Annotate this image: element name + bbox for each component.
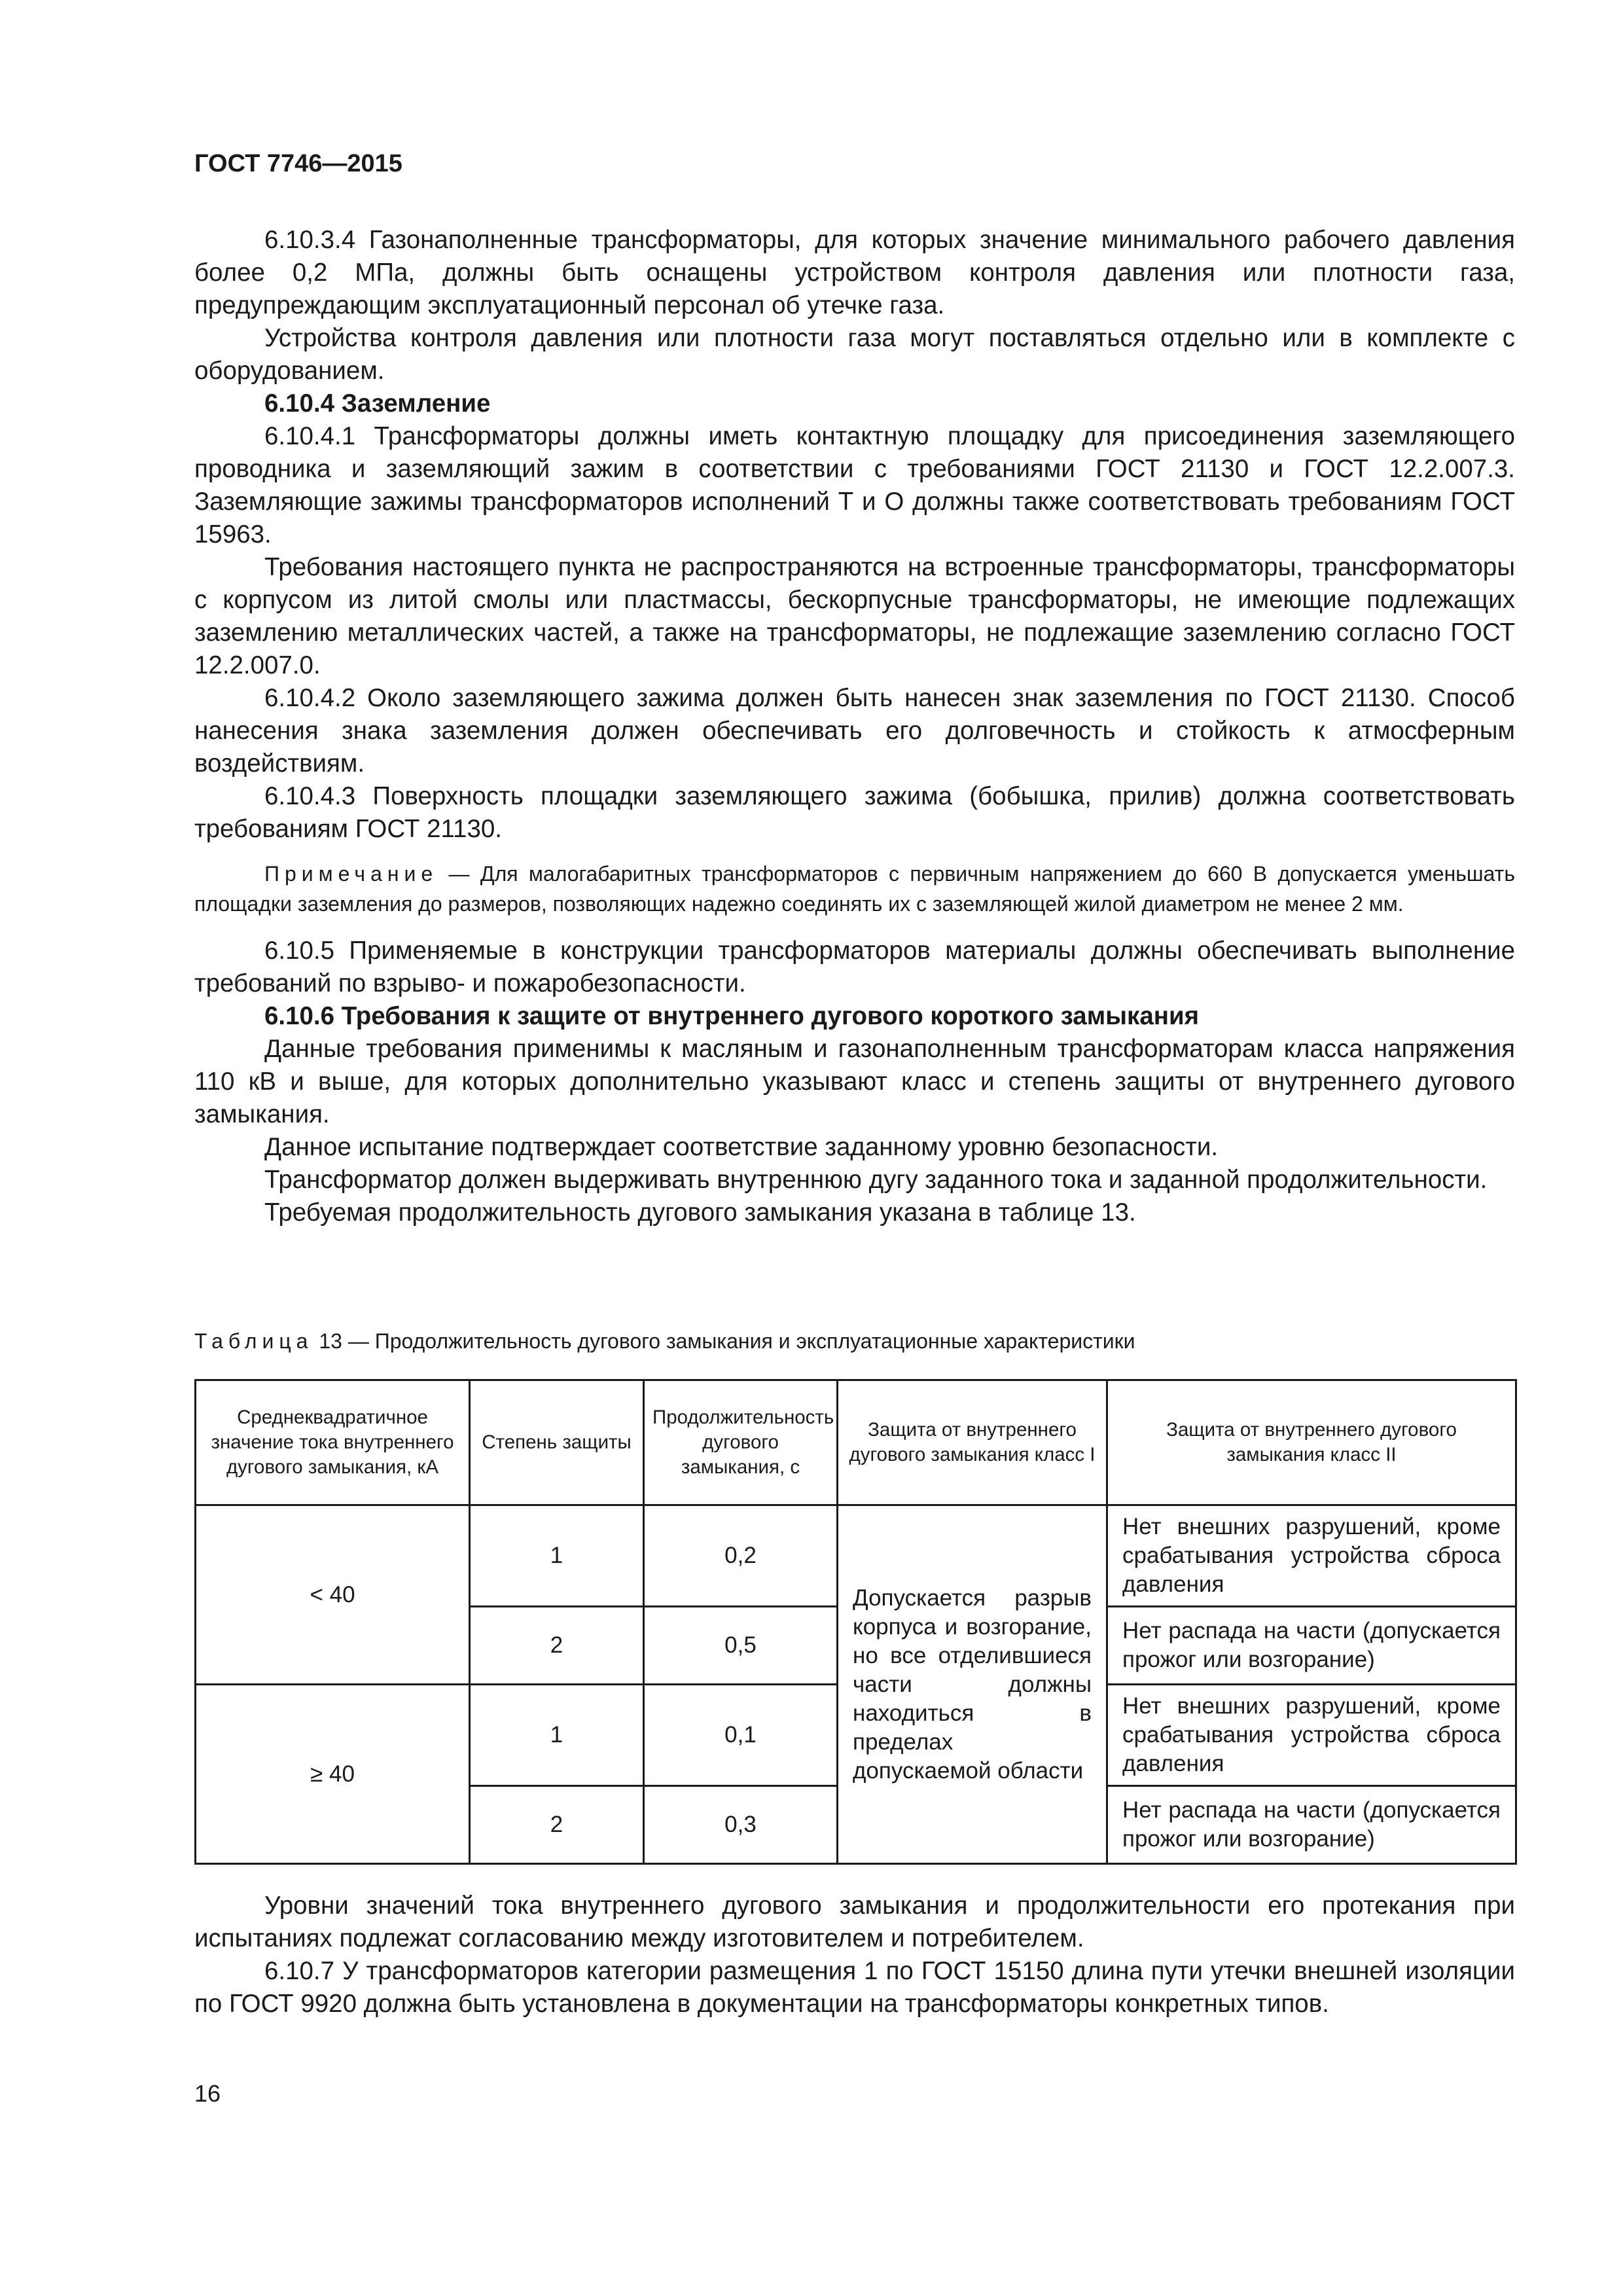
header-class1: Защита от внутреннего дугового замыкания класс I	[838, 1380, 1107, 1505]
note	[194, 859, 1515, 919]
paragraph: Данное испытание подтверждает соответствие заданному уровню безопасности.	[264, 1133, 1219, 1161]
paragraph: Требования настоящего пункта не распространяются на встроенные трансформаторы, трансформаторы с корпусом из литой смолы или пластмассы, бескорпусные трансформаторы, не имеющие подлежащих заземлению металлических частей, а также на трансформаторы, не подлежащие заземлению согласно ГОСТ 12.2.007.0.	[194, 553, 1515, 679]
cell-current: < 40	[196, 1505, 470, 1685]
cell-duration: 0,1	[644, 1685, 838, 1786]
header-degree: Степень защиты	[470, 1380, 644, 1505]
paragraph: Уровни значений тока внутреннего дугового замыкания и продолжительности его протекания при испытаниях подлежат согласованию между изготовителем и потребителем.	[194, 1892, 1515, 1952]
paragraph: Устройства контроля давления или плотности газа могут поставляться отдельно или в комплекте с оборудованием.	[194, 324, 1515, 385]
paragraph: Требуемая продолжительность дугового замыкания указана в таблице 13.	[264, 1198, 1136, 1227]
section-heading: 6.10.4 Заземление	[264, 389, 491, 418]
cell-degree: 2	[470, 1786, 644, 1864]
note-text: — Для малогабаритных трансформаторов с первичным напряжением до 660 В допускается уменьшать площадки заземления до размеров, позволяющих надежно соединять их с заземляющей жилой диаметром не менее 2 мм.	[194, 862, 1515, 916]
cell-duration: 0,3	[644, 1786, 838, 1864]
header-class2: Защита от внутреннего дугового замыкания класс II	[1107, 1380, 1516, 1505]
header-current: Среднеквадратичное значение тока внутреннего дугового замыкания, кА	[196, 1380, 470, 1505]
cell-duration: 0,2	[644, 1505, 838, 1607]
cell-degree: 1	[470, 1685, 644, 1786]
note-label: Примечание	[264, 862, 438, 886]
table-caption-text: 13 — Продолжительность дугового замыкания и эксплуатационные характеристики	[313, 1329, 1135, 1353]
cell-degree: 2	[470, 1607, 644, 1685]
cell-class2: Нет распада на части (допускается прожог или возгорание)	[1107, 1607, 1516, 1685]
section-heading: 6.10.6 Требования к защите от внутреннего дугового короткого замыкания	[264, 1002, 1200, 1030]
paragraph: Трансформатор должен выдерживать внутреннюю дугу заданного тока и заданной продолжительности.	[264, 1166, 1488, 1194]
paragraph: Данные требования применимы к масляным и газонаполненным трансформаторам класса напряжения 110 кВ и выше, для которых дополнительно указывают класс и степень защиты от внутреннего дугового замыкания.	[194, 1035, 1515, 1128]
cell-degree: 1	[470, 1505, 644, 1607]
cell-class2: Нет внешних разрушений, кроме срабатывания устройства сброса давления	[1107, 1505, 1516, 1607]
cell-class1: Допускается разрыв корпуса и возгорание, но все отделившиеся части должны находиться в пределах допускаемой области	[838, 1505, 1107, 1864]
table-caption	[194, 1326, 1135, 1356]
paragraph: 6.10.7 У трансформаторов категории размещения 1 по ГОСТ 15150 длина пути утечки внешней изоляции по ГОСТ 9920 должна быть установлена в документации на трансформаторы конкретных типов.	[194, 1957, 1515, 2018]
table-row	[196, 1505, 1516, 1607]
paragraph: 6.10.4.1 Трансформаторы должны иметь контактную площадку для присоединения заземляющего проводника и заземляющий зажим в соответствии с требованиями ГОСТ 21130 и ГОСТ 12.2.007.3. Заземляющие зажимы трансформаторов исполнений Т и О должны также соответствовать требованиям ГОСТ 15963.	[194, 422, 1515, 548]
page-number: 16	[194, 2080, 221, 2107]
body-text	[194, 224, 1515, 1229]
cell-class2: Нет внешних разрушений, кроме срабатывания устройства сброса давления	[1107, 1685, 1516, 1786]
paragraph: 6.10.5 Применяемые в конструкции трансформаторов материалы должны обеспечивать выполнение требований по взрыво- и пожаробезопасности.	[194, 937, 1515, 997]
table-caption-label: Таблица	[194, 1329, 313, 1353]
document-header: ГОСТ 7746—2015	[194, 150, 402, 177]
table-13	[194, 1379, 1517, 1865]
cell-current: ≥ 40	[196, 1685, 470, 1864]
paragraph: 6.10.4.2 Около заземляющего зажима должен быть нанесен знак заземления по ГОСТ 21130. Способ нанесения знака заземления должен обеспечивать его долговечность и стойкость к атмосферным воздействиям.	[194, 684, 1515, 778]
cell-class2: Нет распада на части (допускается прожог или возгорание)	[1107, 1786, 1516, 1864]
header-duration: Продолжительность дугового замыкания, с	[644, 1380, 838, 1505]
body-text-after-table	[194, 1890, 1515, 2020]
table-header-row	[196, 1380, 1516, 1505]
paragraph: 6.10.4.3 Поверхность площадки заземляющего зажима (бобышка, прилив) должна соответствовать требованиям ГОСТ 21130.	[194, 782, 1515, 843]
cell-duration: 0,5	[644, 1607, 838, 1685]
paragraph: 6.10.3.4 Газонаполненные трансформаторы, для которых значение минимального рабочего давления более 0,2 МПа, должны быть оснащены устройством контроля давления или плотности газа, предупреждающим эксплуатационный персонал об утечке газа.	[194, 226, 1515, 319]
